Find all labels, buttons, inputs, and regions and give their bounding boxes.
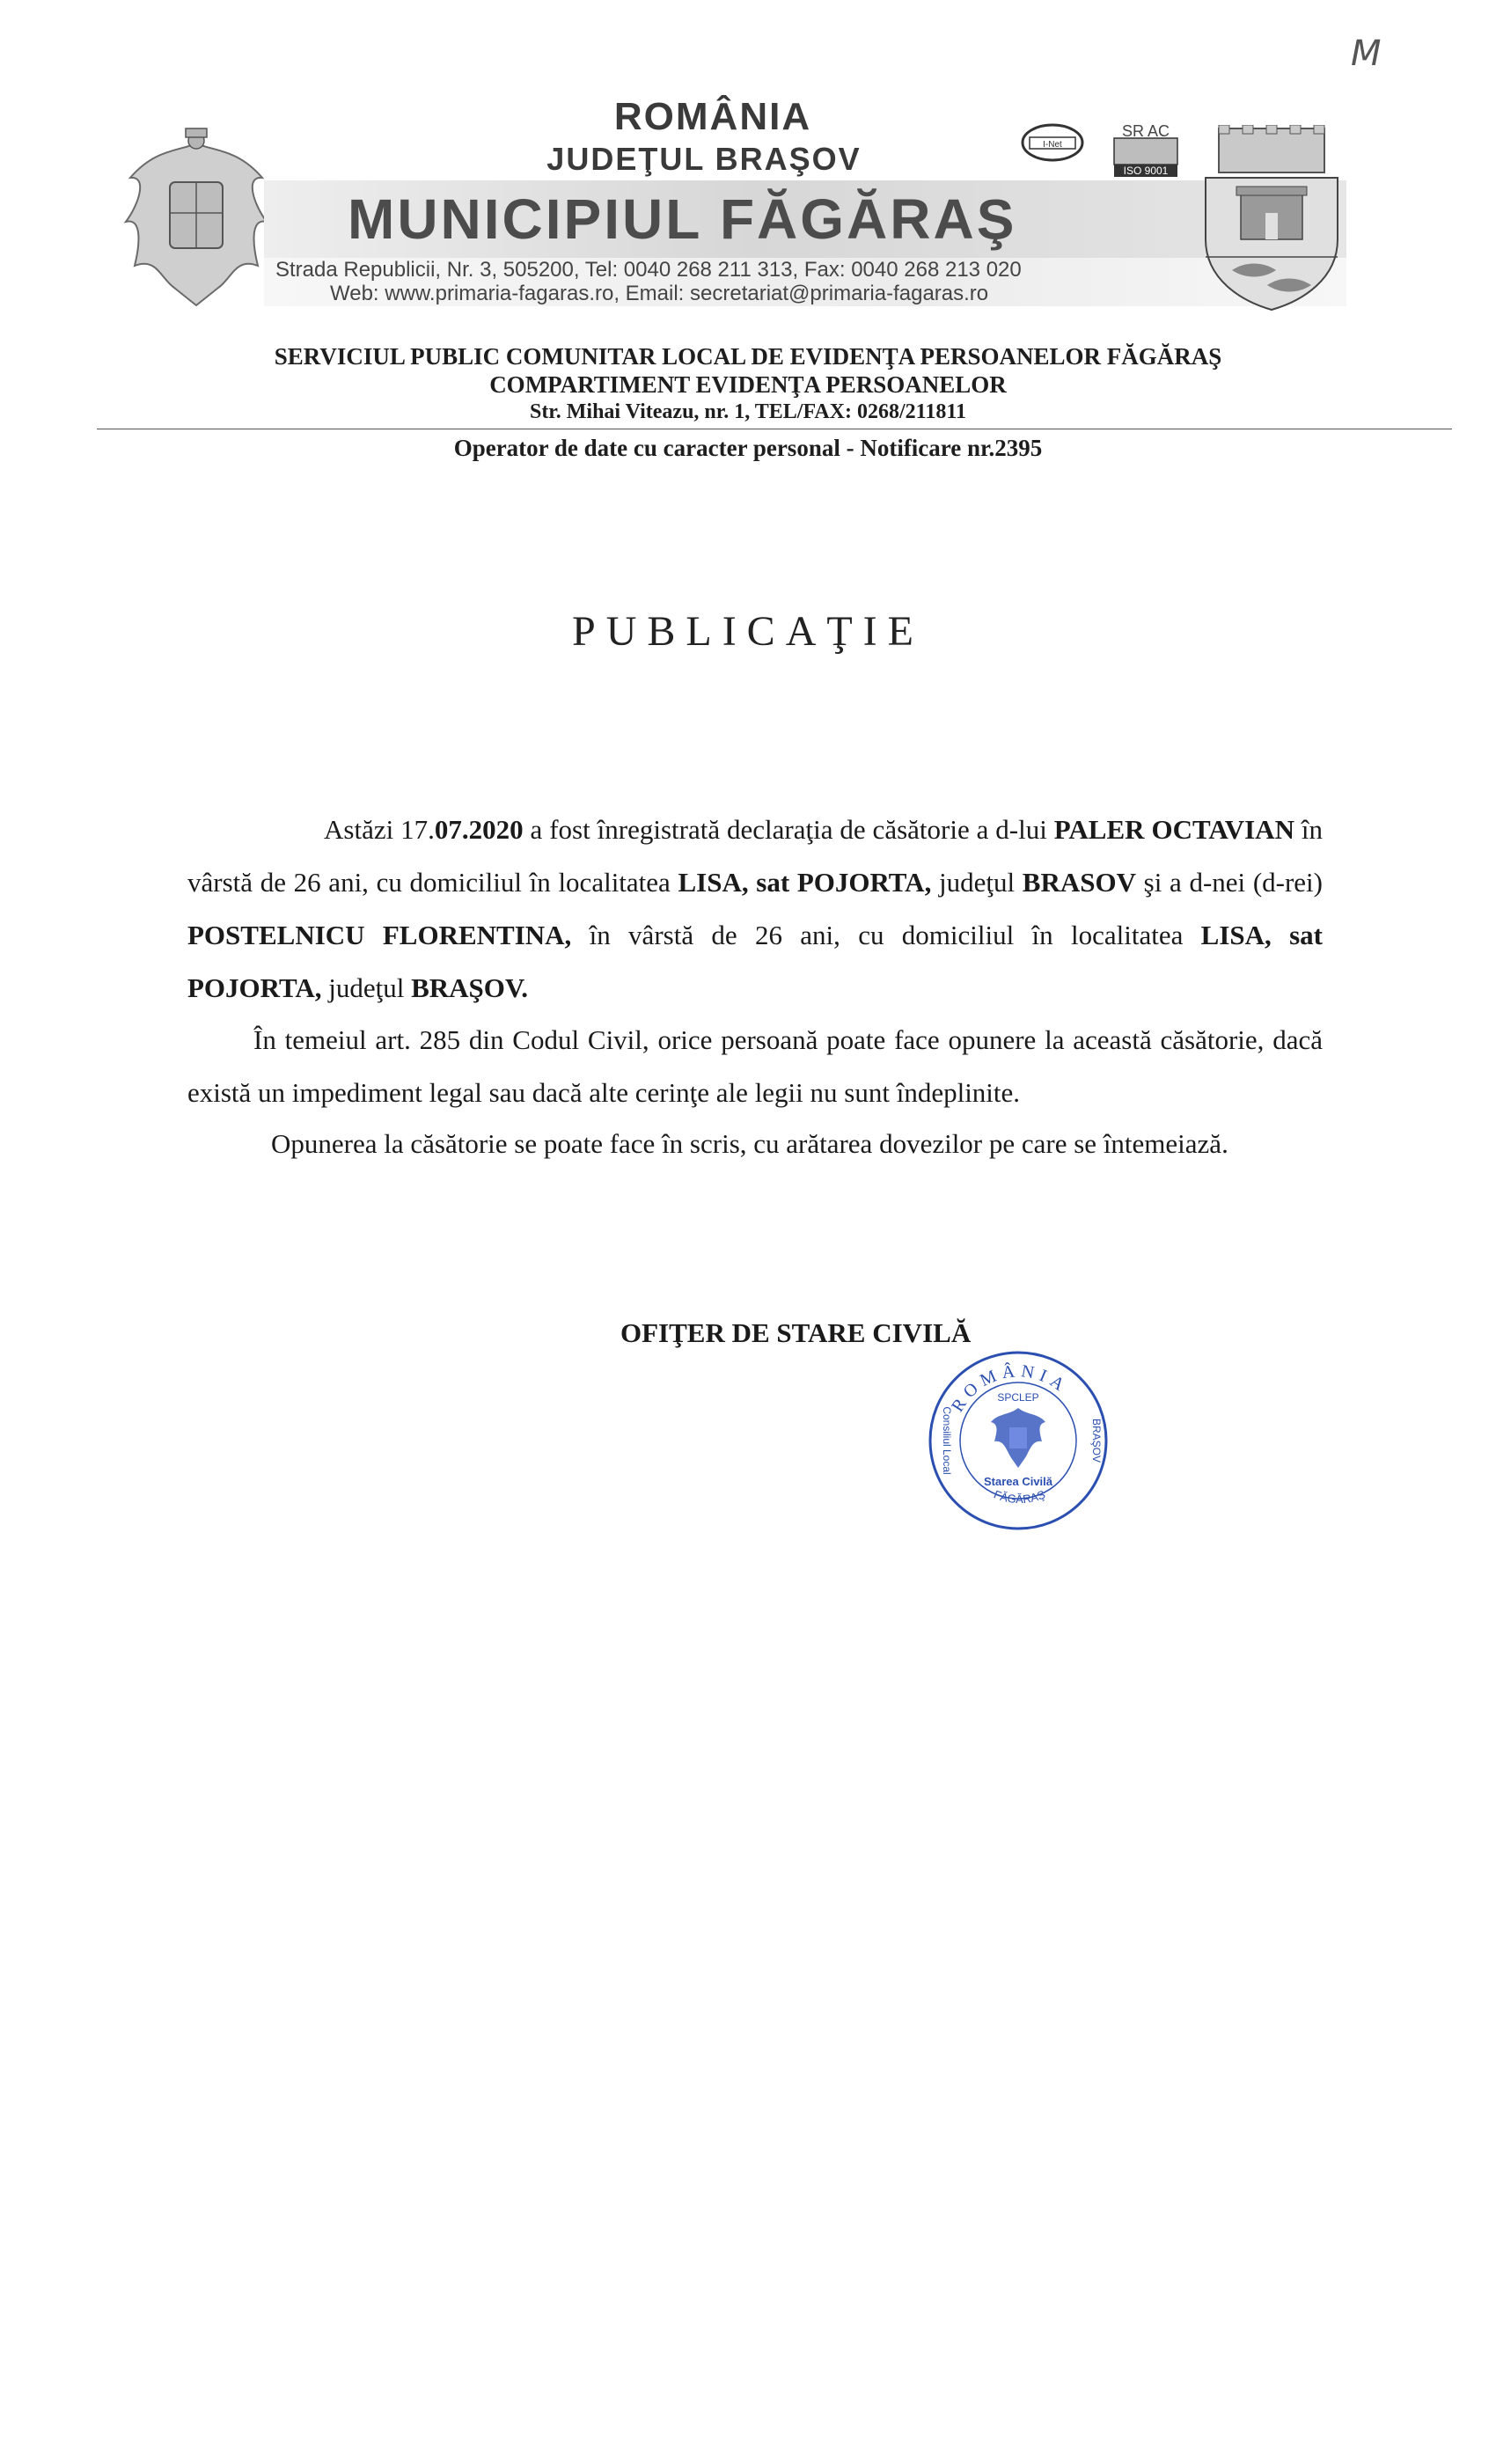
date: 07.2020 xyxy=(434,814,524,845)
inet-certification-icon xyxy=(1021,123,1084,162)
department-address: Str. Mihai Viteazu, nr. 1, TEL/FAX: 0268/211811 xyxy=(529,400,967,423)
srac-logo-text: SR AC xyxy=(1121,122,1170,140)
bride-locality: LISA, sat POJORTA, xyxy=(187,920,1323,1003)
fagaras-coat-of-arms-icon xyxy=(1197,125,1346,312)
stamp-right-text: BRAŞOV xyxy=(1090,1418,1103,1463)
department-name: COMPARTIMENT EVIDENŢA PERSOANELOR xyxy=(489,371,1007,398)
service-name: SERVICIUL PUBLIC COMUNITAR LOCAL DE EVIDENŢA PERSOANELOR FĂGĂRAŞ xyxy=(274,343,1222,370)
header-county: JUDEŢUL BRAŞOV xyxy=(546,141,862,177)
text-segment: judeţul xyxy=(321,972,412,1003)
inet-logo-text: I-Net xyxy=(1043,140,1062,150)
header-country: ROMÂNIA xyxy=(613,95,812,138)
text-segment: şi a d-nei (d-rei) xyxy=(1135,867,1323,898)
romania-coat-of-arms-icon xyxy=(121,125,271,312)
data-operator-notice: Operator de date cu caracter personal - Notificare nr.2395 xyxy=(453,435,1043,461)
handwritten-mark: M xyxy=(1351,33,1382,74)
official-stamp-icon xyxy=(924,1346,1113,1536)
opposition-paragraph: Opunerea la căsătorie se poate face în scris, cu arătarea dovezilor pe care se întemeiază. xyxy=(271,1128,1228,1159)
header-address: Strada Republicii, Nr. 3, 505200, Tel: 0040 268 211 313, Fax: 0040 268 213 020 xyxy=(275,258,1022,282)
document-title: PUBLICAŢIE xyxy=(572,608,924,655)
legal-basis-paragraph: În temeiul art. 285 din Codul Civil, orice persoană poate face opunere la această căsătorie, dacă există un impediment legal sau dacă alte cerinţe ale legii nu sunt îndeplinite. xyxy=(187,1024,1323,1108)
text-segment: în vârstă de 26 ani, cu domiciliul în localitatea xyxy=(571,920,1201,950)
stamp-org-text: SPCLEP xyxy=(997,1391,1039,1404)
text-segment: Astăzi 17. xyxy=(324,814,435,845)
iso-9001-certification-icon xyxy=(1111,119,1181,179)
groom-locality: LISA, sat POJORTA, xyxy=(678,867,932,898)
stamp-bottom-text xyxy=(992,1487,1047,1506)
stamp-center-text: Starea Civilă xyxy=(983,1475,1053,1488)
iso-logo-text: ISO 9001 xyxy=(1123,165,1169,177)
announcement-paragraph xyxy=(187,803,1323,1015)
stamp-left-text: Consiliul Local xyxy=(941,1406,953,1475)
groom-county: BRASOV xyxy=(1022,867,1136,898)
text-segment: în vârstă de 26 ani, cu domiciliul în localitatea xyxy=(187,814,1324,898)
bride-county: BRAŞOV. xyxy=(411,972,529,1003)
header-web: Web: www.primaria-fagaras.ro, Email: secretariat@primaria-fagaras.ro xyxy=(330,282,989,305)
stamp-bottom-path: FĂGĂRAŞ xyxy=(992,1487,1047,1507)
groom-name: PALER OCTAVIAN xyxy=(1053,814,1294,845)
header-city: MUNICIPIUL FĂGĂRAŞ xyxy=(348,187,1017,251)
stamp-top-path: ROMÂNIA xyxy=(948,1360,1073,1416)
text-segment: a fost înregistrată declaraţia de căsătorie a d-lui xyxy=(523,814,1054,845)
signature-title: OFIŢER DE STARE CIVILĂ xyxy=(620,1317,972,1348)
bride-name: POSTELNICU FLORENTINA, xyxy=(187,920,572,950)
text-segment: judeţul xyxy=(931,867,1023,898)
